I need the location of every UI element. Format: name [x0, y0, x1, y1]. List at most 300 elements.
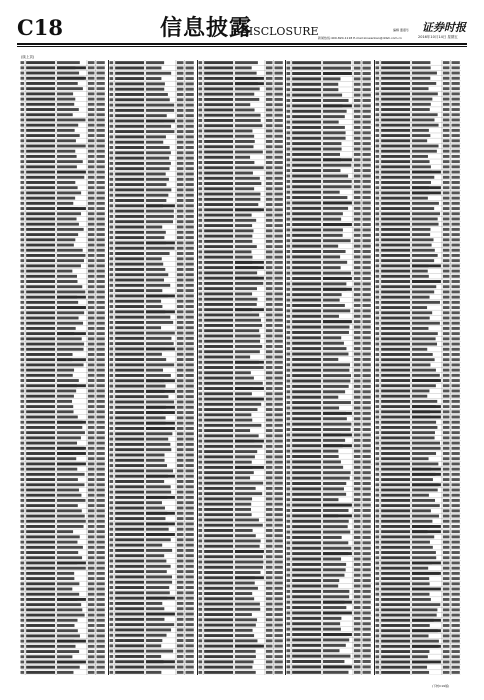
row-cell-text [185, 660, 193, 663]
row-cell-text [115, 448, 144, 451]
row-cell-text [109, 77, 113, 80]
row-cell-text [323, 266, 341, 269]
row-cell-text [109, 204, 113, 207]
row-cell-text [452, 447, 460, 450]
row-cell-text [376, 598, 380, 601]
row-cell-text [185, 194, 193, 197]
row-cell-text [323, 633, 352, 636]
row-cell-text [185, 66, 193, 69]
row-cell-text [381, 275, 410, 278]
row-cell-text [97, 478, 105, 481]
row-cell-text [376, 275, 380, 278]
row-cell-text [88, 389, 95, 392]
row-cell-text [274, 66, 282, 69]
row-cell-text [57, 457, 76, 460]
row-cell-text [146, 591, 170, 594]
row-cell-text [381, 285, 410, 288]
row-cell-text [57, 259, 84, 262]
row-cell-text [177, 279, 184, 282]
row-cell-text [97, 603, 105, 606]
row-cell-text [198, 271, 202, 274]
row-cell-text [185, 220, 193, 223]
row-cell-text [146, 279, 164, 282]
row-cell-text [376, 353, 380, 356]
row-cell-text [235, 361, 264, 364]
row-cell-text [177, 480, 184, 483]
row-cell-text [381, 150, 410, 153]
row-cell-text [363, 509, 371, 512]
row-cell-text [235, 671, 256, 674]
row-cell-text [97, 655, 105, 658]
row-cell-text [57, 650, 79, 653]
row-cell-text [363, 282, 371, 285]
row-cell-text [274, 571, 282, 574]
row-cell-text [293, 218, 322, 221]
row-cell-text [376, 619, 380, 622]
row-cell-text [381, 400, 410, 403]
row-cell-text [235, 529, 253, 532]
row-cell-text [452, 608, 460, 611]
row-cell-text [26, 348, 55, 351]
row-cell-text [293, 655, 322, 658]
row-cell-text [26, 202, 55, 205]
row-cell-text [57, 671, 73, 674]
row-cell-text [323, 363, 350, 366]
row-cell-text [452, 103, 460, 106]
row-cell-text [57, 181, 75, 184]
row-cell-text [452, 593, 460, 596]
row-cell-text [412, 384, 436, 387]
row-cell-text [452, 645, 460, 648]
row-cell-text [57, 82, 78, 85]
row-cell-text [115, 385, 144, 388]
row-cell-text [274, 529, 282, 532]
row-cell-text [363, 201, 371, 204]
row-cell-text [185, 215, 193, 218]
row-cell-text [443, 129, 450, 132]
row-cell-text [88, 306, 95, 309]
row-cell-text [57, 369, 74, 372]
row-cell-text [204, 413, 233, 416]
row-cell-text [443, 233, 450, 236]
row-cell-text [452, 264, 460, 267]
row-cell-text [204, 166, 233, 169]
row-cell-text [185, 151, 193, 154]
row-cell-text [235, 461, 252, 464]
row-cell-text [146, 464, 167, 467]
row-cell-text [293, 439, 322, 442]
row-cell-text [26, 645, 55, 648]
row-cell-text [109, 501, 113, 504]
row-cell-text [287, 579, 291, 582]
row-cell-text [323, 336, 341, 339]
row-cell-text [376, 87, 380, 90]
row-cell-text [381, 165, 410, 168]
row-cell-text [26, 186, 55, 189]
row-cell-text [363, 158, 371, 161]
row-cell-text [97, 483, 105, 486]
row-cell-text [146, 104, 174, 107]
row-cell-text [198, 639, 202, 642]
row-cell-text [412, 431, 435, 434]
row-cell-text [443, 155, 450, 158]
row-cell-text [323, 158, 352, 161]
row-cell-text [274, 608, 282, 611]
row-cell-text [274, 524, 282, 527]
row-cell-text [323, 174, 348, 177]
row-cell-text [198, 434, 202, 437]
row-cell-text [443, 499, 450, 502]
row-cell-text [109, 416, 113, 419]
row-cell-text [198, 450, 202, 453]
row-cell-text [354, 369, 361, 372]
row-cell-text [109, 613, 113, 616]
row-cell-text [185, 634, 193, 637]
row-cell-text [115, 528, 144, 531]
row-cell-text [452, 426, 460, 429]
row-cell-text [323, 137, 346, 140]
row-cell-text [381, 489, 410, 492]
row-cell-text [354, 196, 361, 199]
row-cell-text [198, 224, 202, 227]
row-cell-text [177, 188, 184, 191]
row-cell-text [185, 125, 193, 128]
row-cell-text [443, 614, 450, 617]
row-cell-text [287, 444, 291, 447]
row-cell-text [235, 193, 260, 196]
row-cell-text [198, 382, 202, 385]
row-cell-text [115, 517, 144, 520]
row-cell-text [57, 197, 75, 200]
row-cell-text [198, 156, 202, 159]
row-cell-text [185, 173, 193, 176]
row-cell-text [26, 457, 55, 460]
row-cell-text [88, 410, 95, 413]
row-cell-text [198, 177, 202, 180]
row-cell-text [146, 528, 169, 531]
row-cell-text [204, 608, 233, 611]
row-cell-text [204, 229, 233, 232]
row-cell-text [204, 624, 233, 627]
row-cell-text [376, 645, 380, 648]
row-cell-text [177, 141, 184, 144]
section-title-english: DISCLOSURE [240, 25, 319, 38]
row-cell-text [354, 466, 361, 469]
row-cell-text [235, 545, 260, 548]
row-cell-text [57, 410, 74, 413]
row-cell-text [287, 374, 291, 377]
row-cell-text [363, 547, 371, 550]
row-cell-text [146, 538, 171, 541]
row-cell-text [57, 473, 85, 476]
row-cell-text [57, 108, 79, 111]
row-cell-text [204, 534, 233, 537]
row-cell-text [235, 129, 252, 132]
row-cell-text [363, 649, 371, 652]
row-cell-text [57, 301, 78, 304]
row-cell-text [381, 317, 410, 320]
row-cell-text [88, 212, 95, 215]
row-cell-text [287, 293, 291, 296]
row-cell-text [109, 98, 113, 101]
row-cell-text [88, 77, 95, 80]
row-cell-text [177, 634, 184, 637]
row-cell-text [185, 379, 193, 382]
row-cell-text [412, 353, 433, 356]
row-cell-text [115, 363, 144, 366]
row-cell-text [274, 156, 282, 159]
row-cell-text [146, 178, 169, 181]
row-cell-text [57, 567, 86, 570]
row-cell-text [274, 245, 282, 248]
row-cell-text [57, 103, 74, 106]
row-cell-text [323, 649, 339, 652]
row-cell-text [274, 271, 282, 274]
row-cell-text [146, 61, 164, 64]
row-cell-text [287, 169, 291, 172]
row-cell-text [204, 282, 233, 285]
row-cell-text [274, 140, 282, 143]
row-cell-text [97, 389, 105, 392]
row-cell-text [323, 282, 346, 285]
row-cell-text [354, 309, 361, 312]
row-cell-text [57, 582, 79, 585]
row-cell-text [26, 353, 55, 356]
row-cell-text [97, 353, 105, 356]
row-cell-text [21, 337, 25, 340]
row-cell-text [57, 290, 85, 293]
row-cell-text [293, 558, 322, 561]
row-cell-text [235, 114, 261, 117]
row-cell-text [354, 460, 361, 463]
row-cell-text [146, 151, 171, 154]
row-cell-text [235, 356, 250, 359]
row-cell-text [412, 124, 439, 127]
row-cell-text [177, 273, 184, 276]
row-cell-text [57, 61, 80, 64]
row-cell-text [185, 98, 193, 101]
row-cell-text [323, 304, 345, 307]
row-cell-text [323, 460, 341, 463]
row-cell-text [452, 530, 460, 533]
row-cell-text [323, 358, 338, 361]
row-cell-text [274, 114, 282, 117]
row-cell-text [198, 119, 202, 122]
row-cell-text [274, 361, 282, 364]
row-cell-text [88, 614, 95, 617]
row-cell-text [88, 671, 95, 674]
row-cell-text [109, 82, 113, 85]
row-cell-text [274, 103, 282, 106]
row-cell-text [109, 337, 113, 340]
row-cell-text [376, 254, 380, 257]
row-cell-text [363, 428, 371, 431]
row-cell-text [198, 413, 202, 416]
row-cell-text [412, 244, 432, 247]
row-cell-text [323, 385, 349, 388]
row-cell-text [412, 92, 438, 95]
row-cell-text [88, 525, 95, 528]
row-cell-text [177, 485, 184, 488]
row-cell-text [266, 303, 273, 306]
row-cell-text [109, 448, 113, 451]
row-cell-text [287, 142, 291, 145]
row-cell-text [381, 551, 410, 554]
row-cell-text [198, 518, 202, 521]
row-cell-text [354, 498, 361, 501]
row-cell-text [443, 410, 450, 413]
row-cell-text [21, 483, 25, 486]
row-cell-text [198, 166, 202, 169]
row-cell-text [354, 531, 361, 534]
row-cell-text [198, 356, 202, 359]
row-cell-text [323, 466, 343, 469]
row-cell-text [97, 619, 105, 622]
row-cell-text [293, 590, 322, 593]
row-cell-text [412, 624, 430, 627]
row-cell-text [266, 208, 273, 211]
row-cell-text [363, 94, 371, 97]
row-cell-text [354, 358, 361, 361]
row-cell-text [266, 403, 273, 406]
row-cell-text [354, 611, 361, 614]
row-cell-text [381, 176, 410, 179]
row-cell-text [443, 494, 450, 497]
row-cell-text [443, 254, 450, 257]
row-cell-text [443, 259, 450, 262]
row-cell-text [381, 405, 410, 408]
row-cell-text [412, 171, 441, 174]
row-cell-text [452, 165, 460, 168]
row-cell-text [204, 629, 233, 632]
row-cell-text [57, 98, 75, 101]
row-cell-text [198, 561, 202, 564]
row-cell-text [235, 597, 254, 600]
row-cell-text [235, 366, 264, 369]
row-cell-text [381, 296, 410, 299]
row-cell-text [204, 361, 233, 364]
row-cell-text [452, 588, 460, 591]
row-cell-text [363, 660, 371, 663]
row-cell-text [198, 371, 202, 374]
row-cell-text [146, 236, 164, 239]
row-cell-text [266, 135, 273, 138]
row-cell-text [115, 491, 144, 494]
row-cell-text [443, 624, 450, 627]
row-cell-text [323, 536, 342, 539]
row-cell-text [266, 666, 273, 669]
row-cell-text [177, 560, 184, 563]
row-cell-text [21, 369, 25, 372]
row-cell-text [235, 508, 251, 511]
row-cell-text [146, 544, 162, 547]
row-cell-text [293, 148, 322, 151]
row-cell-text [109, 247, 113, 250]
row-cell-text [185, 469, 193, 472]
row-cell-text [21, 197, 25, 200]
row-cell-text [57, 619, 77, 622]
row-cell-text [363, 245, 371, 248]
row-cell-text [354, 487, 361, 490]
row-cell-text [88, 634, 95, 637]
row-cell-text [376, 108, 380, 111]
row-cell-text [274, 513, 282, 516]
row-cell-text [21, 426, 25, 429]
row-cell-text [381, 124, 410, 127]
row-cell-text [204, 650, 233, 653]
row-cell-text [185, 507, 193, 510]
row-cell-text [323, 525, 348, 528]
row-cell-text [235, 156, 250, 159]
row-cell-text [376, 582, 380, 585]
row-cell-text [21, 317, 25, 320]
row-cell-text [115, 273, 144, 276]
row-cell-text [376, 384, 380, 387]
row-cell-text [443, 358, 450, 361]
row-cell-text [204, 93, 233, 96]
row-cell-text [323, 234, 343, 237]
row-cell-text [204, 561, 233, 564]
row-cell-text [109, 61, 113, 64]
row-cell-text [363, 514, 371, 517]
row-cell-text [266, 271, 273, 274]
row-cell-text [235, 313, 259, 316]
row-cell-text [177, 72, 184, 75]
row-cell-text [287, 234, 291, 237]
row-cell-text [57, 629, 78, 632]
row-cell-text [115, 199, 144, 202]
row-cell-text [452, 369, 460, 372]
row-cell-text [452, 551, 460, 554]
row-cell-text [88, 598, 95, 601]
row-cell-text [452, 337, 460, 340]
row-cell-text [363, 137, 371, 140]
row-cell-text [266, 151, 273, 154]
row-cell-text [412, 82, 436, 85]
row-cell-text [177, 369, 184, 372]
row-cell-text [354, 353, 361, 356]
row-cell-text [177, 294, 184, 297]
row-cell-text [287, 288, 291, 291]
row-cell-text [185, 231, 193, 234]
row-cell-text [26, 290, 55, 293]
row-cell-text [274, 172, 282, 175]
row-cell-text [204, 597, 233, 600]
row-cell-text [177, 623, 184, 626]
row-cell-text [88, 535, 95, 538]
row-cell-text [198, 214, 202, 217]
row-cell-text [198, 151, 202, 154]
row-cell-text [26, 363, 55, 366]
row-cell-text [452, 478, 460, 481]
row-cell-text [376, 191, 380, 194]
row-cell-text [88, 624, 95, 627]
row-cell-text [88, 108, 95, 111]
row-cell-text [381, 634, 410, 637]
row-cell-text [293, 277, 322, 280]
row-cell-text [274, 561, 282, 564]
row-cell-text [443, 661, 450, 664]
row-cell-text [363, 358, 371, 361]
row-cell-text [97, 541, 105, 544]
row-cell-text [381, 666, 410, 669]
row-cell-text [235, 166, 264, 169]
row-cell-text [88, 629, 95, 632]
row-cell-text [274, 660, 282, 663]
row-cell-text [293, 174, 322, 177]
row-cell-text [88, 322, 95, 325]
row-cell-text [235, 261, 264, 264]
